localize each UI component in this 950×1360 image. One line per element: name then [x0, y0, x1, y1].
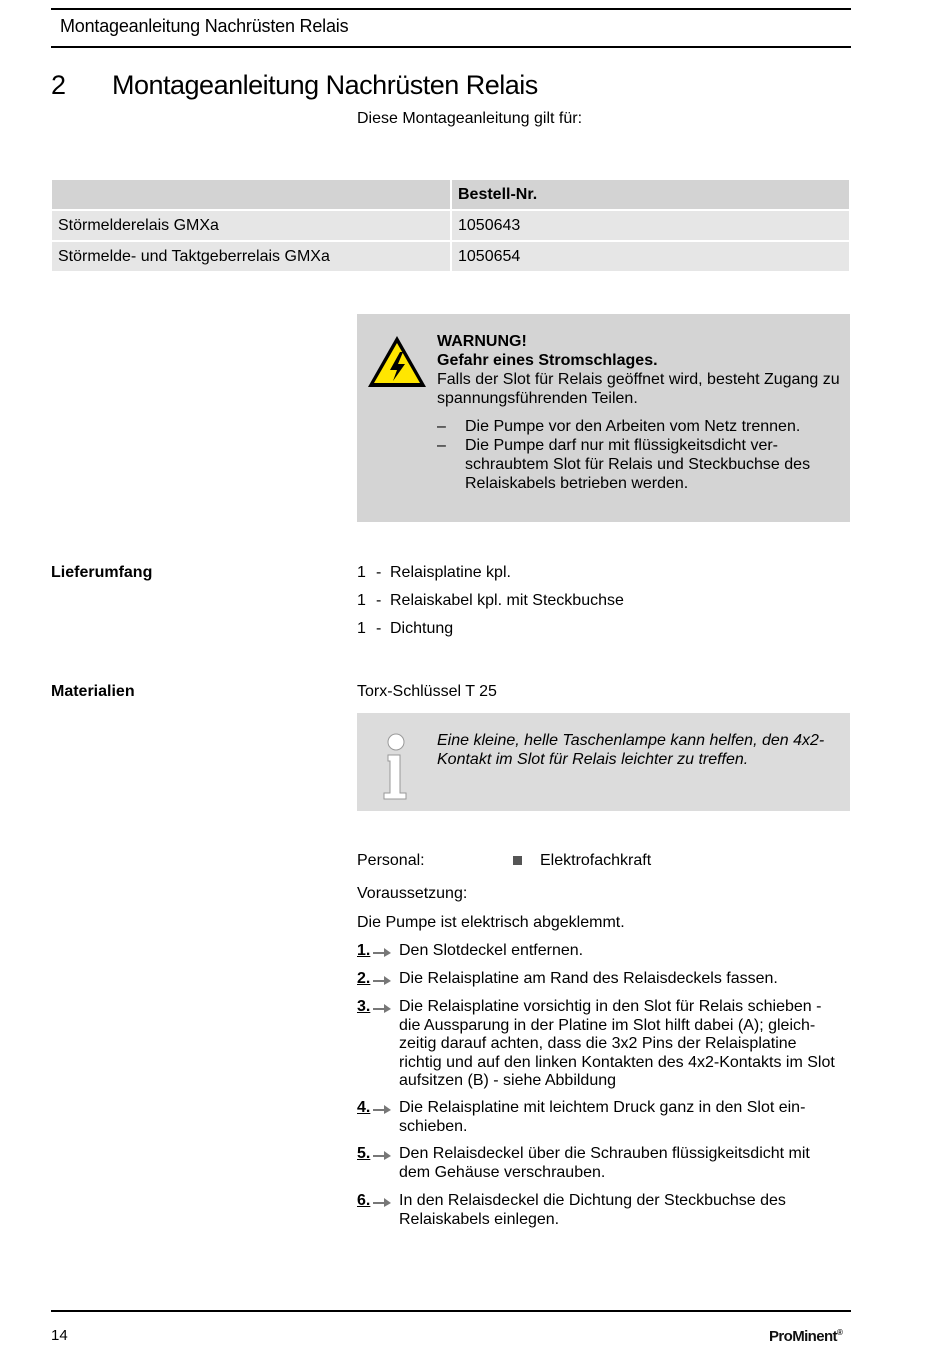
running-header-title: Montageanleitung Nachrüsten Relais	[60, 16, 349, 36]
header-top-rule	[51, 8, 851, 10]
table-row	[51, 210, 850, 241]
step-number: 6.	[357, 1192, 371, 1209]
square-bullet-icon	[513, 856, 522, 865]
warning-headline: Gefahr eines Stromschlages.	[437, 352, 658, 369]
item-separator: -	[376, 564, 382, 581]
info-icon	[379, 733, 413, 803]
item-name: Relaisplatine kpl.	[390, 564, 511, 581]
instruction-step	[357, 1099, 837, 1136]
brand-logo	[769, 1328, 842, 1345]
order-number-table	[51, 179, 850, 272]
step-text: Die Relaisplatine mit leichtem Druck ganz in den Slot einschieben.	[399, 1099, 806, 1135]
instruction-step	[357, 942, 837, 961]
step-marker	[357, 970, 399, 989]
dash-marker: –	[437, 437, 446, 454]
list-item	[357, 592, 624, 610]
item-separator: -	[376, 592, 382, 609]
personnel-value: Elektrofachkraft	[540, 852, 652, 869]
step-number: 5.	[357, 1145, 371, 1162]
scope-of-delivery-label: Lieferumfang	[51, 564, 153, 581]
item-quantity: 1	[357, 592, 366, 609]
step-text: Die Relaisplatine am Rand des Relaisdeckels fassen.	[399, 970, 778, 987]
item-name: Dichtung	[390, 620, 454, 637]
item-name: Relaiskabel kpl. mit Steckbuchse	[390, 592, 624, 609]
chapter-number: 2	[51, 70, 67, 100]
step-marker	[357, 1099, 399, 1136]
step-arrow-icon	[373, 947, 391, 957]
info-box	[357, 713, 850, 811]
warning-signal-word: WARNUNG!	[437, 333, 527, 350]
dash-marker: –	[437, 418, 446, 435]
personnel-label: Personal:	[357, 852, 425, 869]
step-marker	[357, 1145, 399, 1182]
table-header-cell	[51, 179, 451, 210]
page-number: 14	[51, 1327, 68, 1344]
warning-box	[357, 314, 850, 522]
prerequisite-text: Die Pumpe ist elektrisch abgeklemmt.	[357, 914, 625, 931]
step-arrow-icon	[373, 1003, 391, 1013]
instruction-step	[357, 1145, 837, 1182]
item-quantity: 1	[357, 564, 366, 581]
step-marker	[357, 1192, 399, 1229]
prerequisite-label: Voraussetzung:	[357, 885, 468, 902]
product-name-cell: Störmelderelais GMXa	[51, 210, 451, 241]
step-arrow-icon	[373, 1104, 391, 1114]
step-number: 2.	[357, 970, 371, 987]
header-bottom-rule	[51, 46, 851, 48]
instruction-step	[357, 970, 837, 989]
measure-text: Die Pumpe vor den Arbeiten vom Netz trennen.	[465, 418, 801, 435]
instruction-step	[357, 998, 837, 1091]
table-header-row	[51, 179, 850, 210]
info-text: Eine kleine, helle Taschenlampe kann helfen, den 4x2-Kontakt im Slot für Relais leichter zu treffen.	[437, 732, 825, 768]
order-number-cell: 1050654	[451, 241, 850, 272]
chapter-title: Montageanleitung Nachrüsten Relais	[112, 70, 538, 100]
step-text: Den Slotdeckel entfernen.	[399, 942, 584, 959]
step-number: 3.	[357, 998, 371, 1015]
chapter-intro: Diese Montageanleitung gilt für:	[357, 110, 583, 127]
step-arrow-icon	[373, 1150, 391, 1160]
footer-rule	[51, 1310, 851, 1312]
step-marker	[357, 998, 399, 1091]
product-name-cell: Störmelde- und Taktgeberrelais GMXa	[51, 241, 451, 272]
item-separator: -	[376, 620, 382, 637]
measure-text: Die Pumpe darf nur mit flüssigkeitsdicht verschraubtem Slot für Relais und Steckbuchse des Relaiskabels betrieben werden.	[465, 437, 811, 492]
materials-label: Materialien	[51, 683, 135, 700]
electric-hazard-icon	[366, 334, 428, 389]
step-text: Die Relaisplatine vorsichtig in den Slot für Relais schieben - die Aussparung in der Platine im Slot hilft dabei (A); gleichzeitig darauf achten, dass die 3x2 Pins der Relaisplatine richtig und auf den linken Kontakten des 4x2-Kontakts im Slot aufsitzen (B) - siehe Abbildung	[399, 998, 835, 1089]
step-text: In den Relaisdeckel die Dichtung der Steckbuchse des Relaiskabels einlegen.	[399, 1192, 786, 1228]
step-arrow-icon	[373, 975, 391, 985]
step-number: 1.	[357, 942, 371, 959]
table-row	[51, 241, 850, 272]
table-header-cell: Bestell-Nr.	[451, 179, 850, 210]
order-number-cell: 1050643	[451, 210, 850, 241]
step-text: Den Relaisdeckel über die Schrauben flüssigkeitsdicht mit dem Gehäuse verschrauben.	[399, 1145, 810, 1181]
brand-name: ProMinent	[769, 1328, 837, 1345]
warning-description: Falls der Slot für Relais geöffnet wird, besteht Zugang zu spannungsführenden Teilen.	[437, 371, 840, 407]
registered-mark: ®	[836, 1328, 843, 1337]
list-item	[357, 620, 453, 638]
materials-value: Torx-Schlüssel T 25	[357, 683, 497, 700]
list-item	[437, 417, 842, 436]
step-number: 4.	[357, 1099, 371, 1116]
list-item	[437, 436, 842, 493]
warning-measures-list	[437, 417, 842, 493]
item-quantity: 1	[357, 620, 366, 637]
step-marker	[357, 942, 399, 961]
list-item	[357, 564, 511, 582]
instruction-step	[357, 1192, 837, 1229]
warning-text-block	[437, 332, 842, 493]
step-arrow-icon	[373, 1197, 391, 1207]
